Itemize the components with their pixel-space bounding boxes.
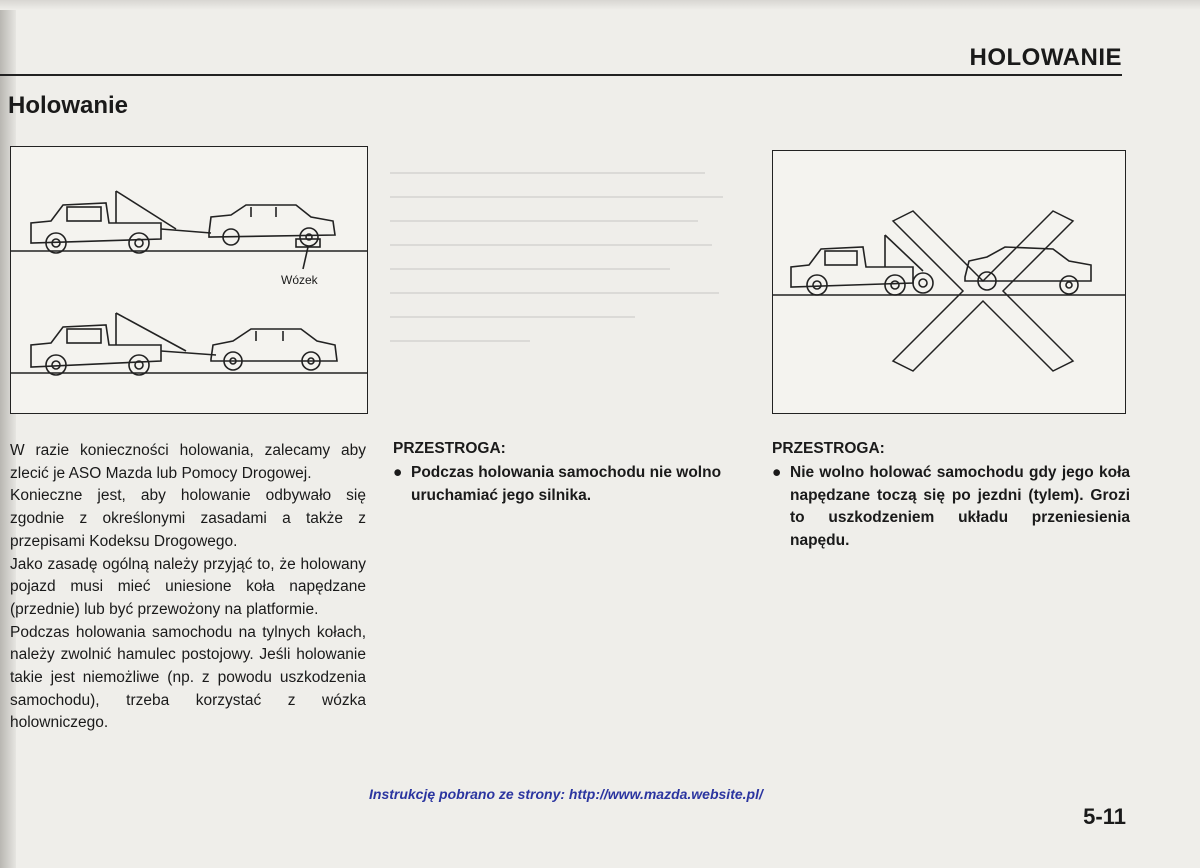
figure-tow-truck-illustration	[10, 146, 368, 414]
figure-prohibited-towing	[772, 150, 1126, 414]
top-strip	[0, 0, 1200, 10]
section-title: Holowanie	[8, 92, 129, 119]
caution-text-right	[772, 462, 1130, 553]
bullet-icon: ●	[393, 464, 403, 481]
binding-shadow	[0, 0, 16, 868]
towing-instructions-text	[10, 440, 366, 735]
prohibited-x-mark	[893, 211, 1073, 371]
bullet-icon: ●	[772, 464, 782, 481]
header-title: HOLOWANIE	[969, 44, 1122, 71]
header-rule	[0, 74, 1122, 76]
dolly-label: Wózek	[281, 273, 318, 287]
caution-body-middle: Podczas holowania samochodu nie wolno uruchamiać jego silnika.	[411, 464, 722, 504]
caution-heading-right: PRZESTROGA:	[772, 440, 885, 457]
page-number: 5-11	[1083, 804, 1126, 829]
caution-heading-middle: PRZESTROGA:	[393, 440, 506, 457]
caution-text-middle	[393, 462, 751, 507]
paragraph-1: W razie konieczności holowania, zalecamy aby zlecić je ASO Mazda lub Pomocy Drogowej.	[10, 442, 366, 482]
paragraph-4: Podczas holowania samochodu na tylnych kołach, należy zwolnić hamulec postojowy. Jeśli holowanie takie jest niemożliwe (np. z powodu uszkodzenia samochodu), trzeba korzystać z wózka holowniczego.	[10, 623, 366, 732]
prohibited-towing-drawing	[773, 151, 1125, 413]
source-link[interactable]: Instrukcję pobrano ze strony: http://www.mazda.website.pl/	[369, 786, 763, 802]
paragraph-2: Konieczne jest, aby holowanie odbywało się zgodnie z określonymi zasadami a także z przepisami Kodeksu Drogowego.	[10, 487, 366, 550]
caution-body-right: Nie wolno holować samochodu gdy jego koła napędzane toczą się po jezdni (tylem). Grozi to uszkodzeniem układu przeniesienia napędu.	[790, 464, 1130, 550]
paragraph-3: Jako zasadę ogólną należy przyjąć to, że holowany pojazd musi mieć uniesione koła napędzane (przednie) lub być przewożony na platformie.	[10, 555, 366, 618]
